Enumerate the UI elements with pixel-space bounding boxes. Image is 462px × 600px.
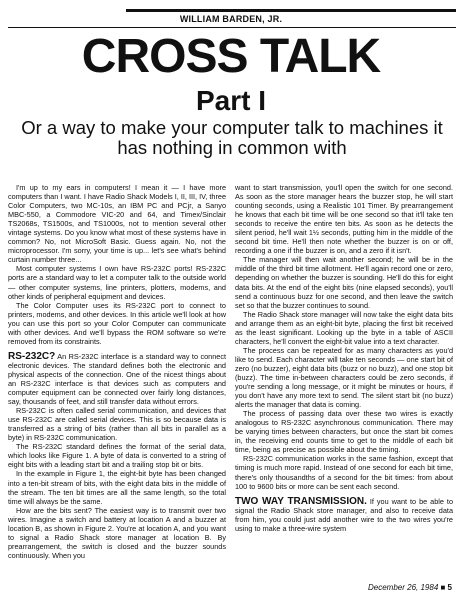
paragraph: The process can be repeated for as many characters as you'd like to send. Each character will take ten seconds — one start bit of zero (no buzzer), eight data bits (buzz or no buzz), and one stop bit (buzz). The time in-between characters could be zero seconds, if you're sending a long message, or it might be minutes or hours, if you don't have any more text to send. The silent start bit (no buzz) alerts the manager that data is coming. xyxy=(235,345,453,410)
issue-date: December 26, 1984 xyxy=(368,583,439,592)
section-two-way xyxy=(235,497,453,533)
paragraph: RS-232C communication works in the same fashion, except that timing is much more rapid. Instead of one second for each bit time, there's only thousandths of a second for the bit times: from about 100 to 9600 bits or more can be sent each second. xyxy=(235,454,453,491)
paragraph: The Color Computer uses its RS-232C port to connect to printers, modems, and other devices. In this article we'll look at how you can use this port so your Color Computer can communicate with other devices. And we'll bypass the ROM software so we're removed from its constraints. xyxy=(8,300,226,346)
title-rule xyxy=(8,27,456,28)
left-column xyxy=(8,183,226,560)
article-part: Part I xyxy=(195,85,267,116)
article-title: CROSS TALK xyxy=(81,30,381,83)
section-rs232 xyxy=(8,352,226,406)
paragraph: The process of passing data over these two wires is exactly analogous to RS-232C asynchronous communication. There may be varying times between characters, but once the start bit comes in, the receiving end counts time to get to the middle of each bit time, being as precise as possible about the timing. xyxy=(235,409,453,455)
paragraph: The RS-232C standard defines the format of the serial data, which looks like Figure 1. A byte of data is converted to a string of eight bits with a leading start bit and a trailing stop bit or bits. xyxy=(8,442,226,470)
page-number: 5 xyxy=(447,583,452,592)
author-byline: WILLIAM BARDEN, JR. xyxy=(179,14,283,24)
paragraph: want to start transmission, you'll open the switch for one second. As soon as the store manager hears the buzzer stop, he will start counting seconds, using a Realistic 101 Timer. By prearrangement he knows that each bit time will be one second so that it'll take ten seconds to receive the entire ten bits. As soon as he detects the silent period, he'll wait 1½ seconds, putting him in the middle of the second bit time. He'll then note whether the buzzer is on or off, recording a one if the buzzer is on, and a zero if it isn't. xyxy=(235,183,453,256)
section-heading: RS-232C? xyxy=(8,350,56,362)
header-rule xyxy=(126,9,456,12)
paragraph: Most computer systems I own have RS-232C ports! RS-232C ports are a standard way to let a computer talk to the outside world — other computer systems, line printers, plotters, modems, and other kinds of peripheral equipment and devices. xyxy=(8,264,226,301)
page-footer: December 26, 1984 ■ 5 xyxy=(368,583,452,592)
section-heading: TWO WAY TRANSMISSION. xyxy=(235,495,367,507)
paragraph: I'm up to my ears in computers! I mean it — I have more computers than I want. I have Radio Shack Models I, II, III, IV, three Color Computers, two MC-10s, an IBM PC and PCjr, a Sanyo MBC-550, a Commodore VIC-20 and 64, and Timex/Sinclair TS2068s, TS1500s, and TS1000s, not to mention several other vintage systems. Do you know what most of these systems have in common? No, not MicroSoft Basic. Guess again. No, not the microprocessor. I'm sorry, your time is up... let's see what's behind curtain number three... xyxy=(8,183,226,265)
paragraph: How are the bits sent? The easiest way is to transmit over two wires. Imagine a switch and battery at location A and a buzzer at location B, as shown in Figure 2. You're at location A, and you want to signal a Radio Shack store manager at location B. By prearrangement, the switch is closed and the buzzer sounds continuously. When you xyxy=(8,505,226,560)
paragraph: If you want to be able to signal the Radio Shack store manager, and also to receive data from him, you could just add another wire to the two wires you're using to make a three-wire system xyxy=(235,496,454,533)
paragraph: The Radio Shack store manager will now take the eight data bits and arrange them as an eight-bit byte, placing the first bit received as the least significant. Looking up the byte in a table of ASCII characters, he'll convert the eight-bit value into a text character. xyxy=(235,309,453,346)
right-column xyxy=(235,183,453,533)
article-subtitle: Or a way to make your computer talk to machines it has nothing in common with xyxy=(21,117,443,158)
paragraph: In the example in Figure 1, the eight-bit byte has been changed into a ten-bit stream of bits, with the eight data bits in the middle of the stream. The ten bit times are all the same length, so the total time will always be the same. xyxy=(8,469,226,506)
paragraph: The manager will then wait another second; he will be in the middle of the third bit time allotment. He'll again record one or zero, depending on whether the buzzer is sounding. He'll do this for eight data bits. At the end of the eight bits (nine elapsed seconds), you'll send a continuous buzz for one second, and then leave the switch set so that the buzzer continues to sound. xyxy=(235,255,453,310)
paragraph: An RS-232C interface is a standard way to connect electronic devices. The standard defines both the electronic and physical aspects of the connection. One of the nicest things about an RS-232C interface is that devices such as computers and computer equipment can be connected over fairly long distances, say, thousands of feet, and still transfer data without errors. xyxy=(8,351,227,407)
paragraph: RS-232C is often called serial communication, and devices that use RS-232C are called serial devices. This is so because data is transferred as a string of bits (rather than all bits in parallel as a byte) in RS-232C communication. xyxy=(8,406,226,443)
